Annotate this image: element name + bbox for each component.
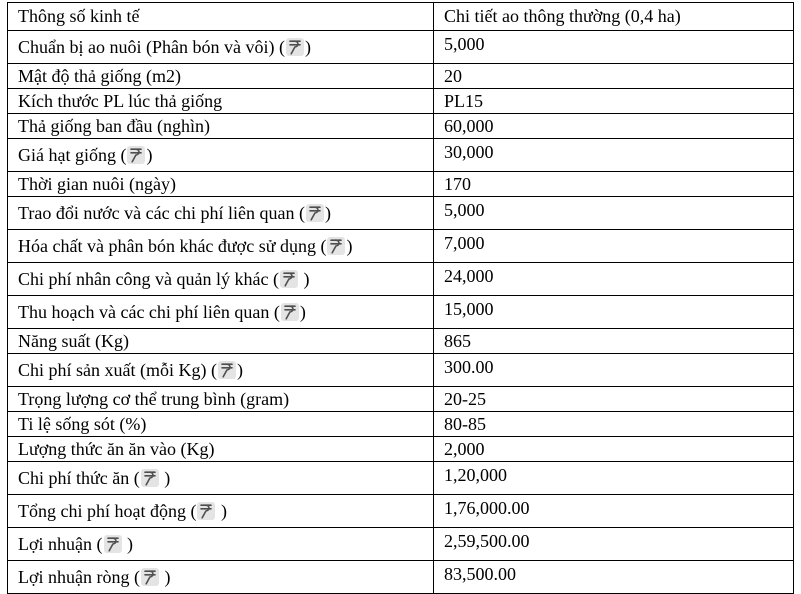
param-cell: Kích thước PL lúc thả giống: [8, 89, 434, 114]
table-row: [8, 197, 794, 230]
param-cell: Chuẩn bị ao nuôi (Phân bón và vôi) ( ): [8, 31, 434, 64]
param-cell: Chi phí thức ăn ( ): [8, 462, 434, 495]
table-row: [8, 296, 794, 329]
table-row: [8, 462, 794, 495]
table-row: [8, 31, 794, 64]
param-cell: Ti lệ sống sót (%): [8, 412, 434, 437]
rupee-icon: [280, 270, 298, 288]
value-cell: 7,000: [434, 230, 794, 263]
param-cell: Hóa chất và phân bón khác được sử dụng ( ): [8, 230, 434, 263]
param-cell: Tổng chi phí hoạt động ( ): [8, 495, 434, 528]
value-cell: 2,59,500.00: [434, 528, 794, 561]
econ-table-body: [8, 31, 794, 594]
param-cell: Trao đổi nước và các chi phí liên quan ( ): [8, 197, 434, 230]
value-cell: 170: [434, 172, 794, 197]
table-row: [8, 139, 794, 172]
value-cell: 2,000: [434, 437, 794, 462]
table-row: [8, 354, 794, 387]
value-cell: 1,76,000.00: [434, 495, 794, 528]
table-row: [8, 64, 794, 89]
table-row: [8, 114, 794, 139]
param-cell: Lợi nhuận ròng ( ): [8, 561, 434, 594]
rupee-icon: [141, 469, 159, 487]
param-cell: Mật độ thả giống (m2): [8, 64, 434, 89]
table-header-row: [8, 3, 794, 31]
value-cell: 865: [434, 329, 794, 354]
value-cell: PL15: [434, 89, 794, 114]
value-cell: 5,000: [434, 197, 794, 230]
rupee-icon: [286, 38, 304, 56]
rupee-icon: [327, 237, 345, 255]
table-row: [8, 263, 794, 296]
rupee-icon: [197, 502, 215, 520]
table-row: [8, 437, 794, 462]
param-cell: Thời gian nuôi (ngày): [8, 172, 434, 197]
value-cell: 1,20,000: [434, 462, 794, 495]
table-row: [8, 412, 794, 437]
table-row: [8, 172, 794, 197]
value-cell: 5,000: [434, 31, 794, 64]
value-cell: 80-85: [434, 412, 794, 437]
table-row: [8, 387, 794, 412]
param-cell: Giá hạt giống ( ): [8, 139, 434, 172]
rupee-icon: [218, 361, 236, 379]
value-cell: 24,000: [434, 263, 794, 296]
table-row: [8, 561, 794, 594]
header-value-cell: Chi tiết ao thông thường (0,4 ha): [434, 3, 794, 31]
value-cell: 83,500.00: [434, 561, 794, 594]
param-cell: Lợi nhuận ( ): [8, 528, 434, 561]
table-row: [8, 495, 794, 528]
value-cell: 300.00: [434, 354, 794, 387]
header-param-cell: Thông số kinh tế: [8, 3, 434, 31]
value-cell: 60,000: [434, 114, 794, 139]
table-row: [8, 329, 794, 354]
document-page: [7, 2, 793, 594]
rupee-icon: [104, 535, 122, 553]
param-cell: Chi phí nhân công và quản lý khác ( ): [8, 263, 434, 296]
rupee-icon: [127, 146, 145, 164]
table-row: [8, 89, 794, 114]
rupee-icon: [141, 568, 159, 586]
param-cell: Chi phí sản xuất (mỗi Kg) ( ): [8, 354, 434, 387]
param-cell: Năng suất (Kg): [8, 329, 434, 354]
rupee-icon: [306, 204, 324, 222]
value-cell: 20: [434, 64, 794, 89]
table-row: [8, 528, 794, 561]
rupee-icon: [281, 303, 299, 321]
param-cell: Thu hoạch và các chi phí liên quan ( ): [8, 296, 434, 329]
value-cell: 30,000: [434, 139, 794, 172]
table-row: [8, 230, 794, 263]
param-cell: Lượng thức ăn ăn vào (Kg): [8, 437, 434, 462]
pond-economics-table: [7, 2, 794, 594]
value-cell: 20-25: [434, 387, 794, 412]
value-cell: 15,000: [434, 296, 794, 329]
param-cell: Thả giống ban đầu (nghìn): [8, 114, 434, 139]
param-cell: Trọng lượng cơ thể trung bình (gram): [8, 387, 434, 412]
